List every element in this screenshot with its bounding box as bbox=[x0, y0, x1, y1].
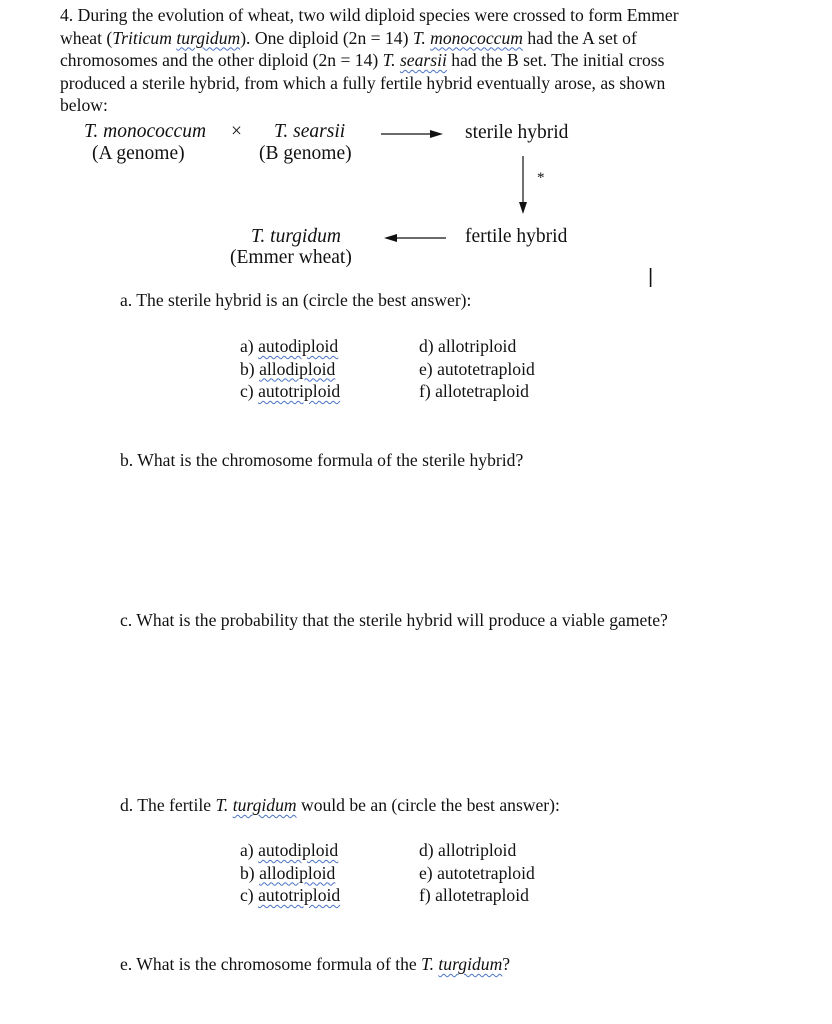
text-cursor: | bbox=[648, 266, 654, 288]
intro-line-5: below: bbox=[60, 95, 108, 115]
misspelled-word[interactable]: turgidum bbox=[176, 27, 241, 48]
option-d[interactable]: d) allotriploid bbox=[419, 336, 517, 356]
left-arrow-head bbox=[384, 234, 397, 242]
option-d[interactable]: d) allotriploid bbox=[419, 840, 517, 860]
part-c-prompt: c. What is the probability that the sterile hybrid will produce a viable gamete? bbox=[120, 610, 668, 630]
intro-line-3: chromosomes and the other diploid (2n = 14) T. searsii had the B set. The initial cross bbox=[60, 50, 665, 70]
option-e[interactable]: e) autotetraploid bbox=[419, 358, 535, 379]
part-b-prompt: b. What is the chromosome formula of the sterile hybrid? bbox=[120, 450, 524, 470]
option-c[interactable]: c) autotriploid bbox=[240, 885, 341, 905]
parent1-genome: (A genome) bbox=[92, 143, 185, 164]
misspelled-word[interactable]: monococcum bbox=[430, 27, 523, 48]
question-number: 4. bbox=[60, 5, 74, 25]
cross-symbol: × bbox=[231, 121, 242, 142]
option-e[interactable]: e) autotetraploid bbox=[419, 862, 535, 883]
option-a[interactable]: a) autodiploid bbox=[240, 336, 339, 356]
part-a-options-right bbox=[419, 335, 535, 403]
intro-line-2: wheat (Triticum turgidum). One diploid (2n = 14) T. monococcum had the A set of bbox=[60, 27, 637, 48]
option-f[interactable]: f) allotetraploid bbox=[419, 885, 529, 905]
down-arrow-head bbox=[519, 202, 527, 214]
parent1-name: T. monococcum bbox=[84, 121, 207, 142]
sterile-hybrid-label: sterile hybrid bbox=[465, 122, 569, 143]
intro-line-4: produced a sterile hybrid, from which a fully fertile hybrid eventually arose, as shown bbox=[60, 72, 666, 93]
part-e-prompt: e. What is the chromosome formula of the T. turgidum? bbox=[120, 954, 511, 974]
option-a[interactable]: a) autodiploid bbox=[240, 840, 339, 860]
part-d-options-left bbox=[240, 839, 340, 907]
option-b[interactable]: b) allodiploid bbox=[240, 358, 336, 379]
option-b[interactable]: b) allodiploid bbox=[240, 862, 336, 883]
product-name: T. turgidum bbox=[251, 226, 341, 247]
option-c[interactable]: c) autotriploid bbox=[240, 381, 341, 401]
right-arrow-head bbox=[430, 130, 443, 138]
product-label: (Emmer wheat) bbox=[230, 247, 352, 268]
asterisk-label: * bbox=[537, 170, 545, 186]
parent2-name: T. searsii bbox=[274, 121, 346, 142]
cross-arrows bbox=[0, 0, 832, 300]
intro-line-1: 4. During the evolution of wheat, two wild diploid species were crossed to form Emmer bbox=[60, 5, 679, 25]
fertile-hybrid-label: fertile hybrid bbox=[465, 226, 568, 247]
part-a-options-left bbox=[240, 335, 340, 403]
part-d-options-right bbox=[419, 839, 535, 907]
part-d-prompt: d. The fertile T. turgidum would be an (circle the best answer): bbox=[120, 795, 560, 815]
part-a-prompt: a. The sterile hybrid is an (circle the best answer): bbox=[120, 290, 472, 310]
parent2-genome: (B genome) bbox=[259, 143, 352, 164]
option-f[interactable]: f) allotetraploid bbox=[419, 381, 529, 401]
misspelled-word[interactable]: searsii bbox=[399, 50, 447, 70]
